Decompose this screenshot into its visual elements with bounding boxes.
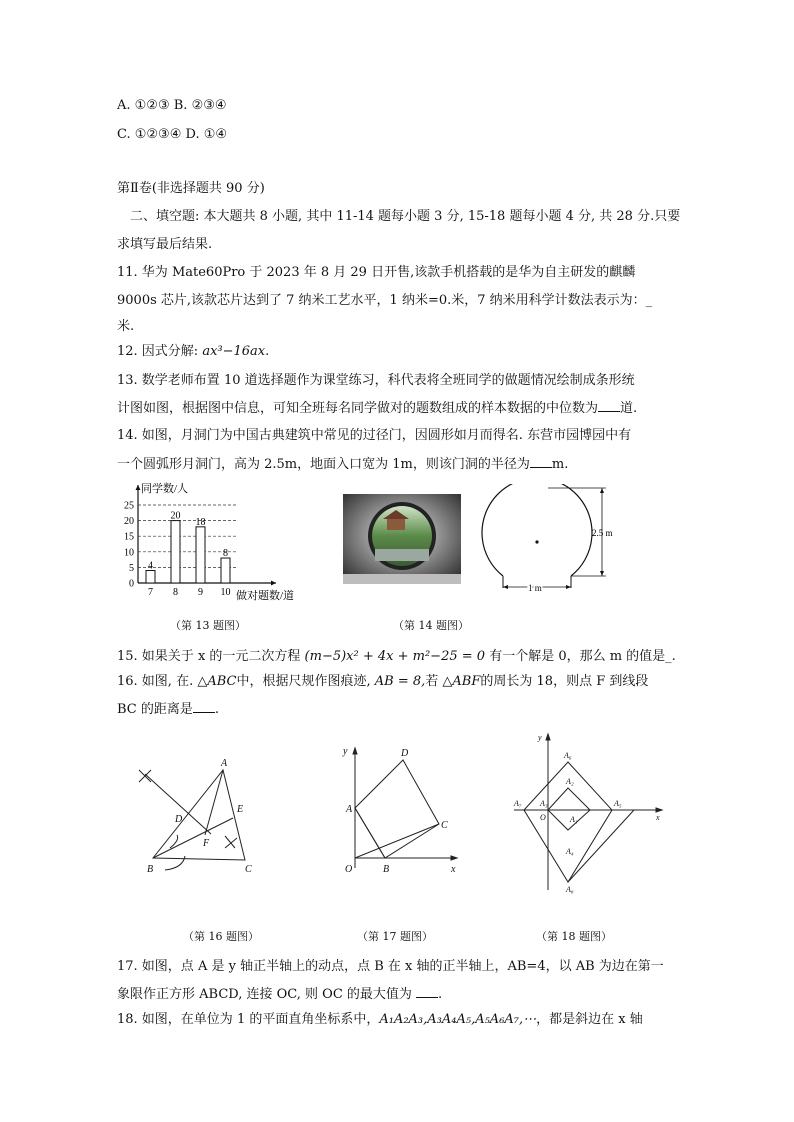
label-o: O (345, 864, 353, 875)
x-tick-label: 8 (173, 587, 178, 598)
q14-line-2 (117, 455, 568, 474)
bar (146, 571, 155, 583)
bar (221, 558, 230, 583)
q11-line-1: 11. 华为 Mate60Pro 于 2023 年 8 月 29 日开售,该款手机搭载的是华为自主研发的麒麟 (117, 265, 636, 280)
q12-line (117, 343, 269, 361)
x-tick-label: 9 (198, 587, 203, 598)
answer-blank (416, 985, 438, 998)
q18-text-c: ，都是斜边在 x 轴 (536, 1012, 643, 1027)
q17-line-1: 17. 如图，点 A 是 y 轴正半轴上的动点，点 B 在 x 轴的正半轴上，AB=4，以 AB 为边在第一 (117, 959, 664, 974)
label-d: D (175, 814, 183, 825)
q13-unit: 道. (620, 401, 638, 416)
label-b: B (383, 864, 390, 875)
q17-period: . (438, 987, 443, 1002)
label-a8: A₈ (566, 885, 574, 894)
x-tick-label: 7 (148, 587, 153, 598)
q14-unit: m. (551, 457, 569, 472)
label-b: B (147, 864, 154, 875)
caption-figure-13: （第 13 题图） (170, 619, 246, 632)
label-y: y (538, 733, 542, 742)
q16-triangle: ABC (207, 674, 237, 689)
q17-line-2 (117, 985, 442, 1004)
answer-blank (530, 455, 552, 468)
q14-line-1: 14. 如图，月洞门为中国古典建筑中常见的过径门，因圆形如月而得名. 东营市园博园中有 (117, 428, 632, 443)
bar-value-label: 20 (170, 510, 181, 522)
answer-blank (598, 399, 620, 412)
q16-line-1 (117, 673, 648, 691)
caption-figure-16: （第 16 题图） (183, 930, 259, 943)
y-axis-arrow (136, 485, 141, 490)
label-a5: A₅ (614, 799, 622, 808)
q16-period: . (214, 702, 220, 717)
x-tick-label: 10 (220, 587, 231, 598)
label-a6: A₆ (564, 751, 572, 760)
q14-text: 一个圆弧形月洞门，高为 2.5m，地面入口宽为 1m，则该门洞的半径为 (117, 457, 530, 472)
q16-text-2: BC 的距离是 (117, 702, 193, 717)
label-a3: A₃ (540, 799, 548, 808)
y-axis-title: 同学数/人 (141, 483, 189, 495)
label-x: x (451, 864, 456, 875)
q16-text-c: 中，根据尺规作图痕迹, (236, 674, 371, 689)
caption-figure-18: （第 18 题图） (536, 930, 612, 943)
q16-triangle-abf: ABF (452, 674, 481, 689)
y-tick-label: 20 (124, 516, 134, 528)
label-a1: A₁ (570, 815, 578, 824)
q12-suffix: . (265, 344, 270, 359)
q12-prefix: 12. 因式分解: (117, 344, 199, 359)
q17-text: 象限作正方形 ABCD, 连接 OC, 则 OC 的最大值为 (117, 987, 412, 1002)
q15-line (117, 648, 676, 666)
width-label: 1 m (528, 583, 542, 593)
q15-text-end: 有一个解是 0，那么 m 的值是_. (489, 649, 676, 664)
q13-text: 计图如图，根据图中信息，可知全班每名同学做对的题数组成的样本数据的中位数为 (117, 401, 599, 416)
x-axis-title: 做对题数/道 (236, 590, 295, 602)
y-tick-label: 15 (124, 531, 134, 543)
q16-ab: AB = 8, (374, 674, 426, 689)
q18-line-1 (117, 1011, 643, 1029)
label-a7: A₇ (514, 799, 522, 808)
bar (171, 521, 180, 583)
q15-equation: (m−5)x² + 4x + m²−25 = 0 (304, 649, 486, 664)
label-c: C (245, 864, 252, 875)
height-label: 2.5 m (592, 528, 613, 538)
bar (196, 527, 205, 583)
bar-value-label: 4 (148, 560, 153, 572)
section-title: 第Ⅱ卷(非选择题共 90 分) (117, 181, 265, 196)
y-tick-label: 5 (129, 562, 134, 574)
section-desc-1: 二、填空题: 本大题共 8 小题, 其中 11-14 题每小题 3 分, 15-18 题每小题 4 分, 共 28 分.只要 (130, 209, 681, 224)
q18-triangles: A₁A₂A₃,A₃A₄A₅,A₅A₆A₇,⋯ (379, 1012, 537, 1027)
q15-text: 15. 如果关于 x 的一元二次方程 (117, 649, 301, 664)
caption-figure-17: （第 17 题图） (357, 930, 433, 943)
label-a2: A₂ (566, 777, 574, 786)
label-a: A (346, 804, 353, 815)
label-d: D (401, 748, 409, 759)
label-o: O (540, 813, 546, 822)
label-f: F (203, 838, 210, 849)
y-tick-label: 0 (129, 578, 134, 590)
y-tick-label: 25 (124, 500, 134, 512)
label-e: E (237, 804, 244, 815)
label-a: A (221, 758, 228, 769)
q11-line-3: 米. (117, 319, 135, 334)
option-ab: A. ①②③ B. ②③④ (117, 98, 227, 113)
x-axis-arrow (271, 581, 276, 586)
figure-17-square (335, 740, 465, 880)
q16-text-e: 若 △ (425, 674, 453, 689)
label-a4: A₄ (566, 847, 574, 856)
label-x: x (656, 813, 660, 822)
answer-blank (193, 700, 215, 713)
q11-line-2: 9000s 芯片,该款芯片达到了 7 纳米工艺水平，1 纳米=0.米，7 纳米用科学计数法表示为：_ (117, 293, 653, 308)
label-y: y (343, 746, 348, 757)
moon-gate-diagram (478, 484, 628, 602)
figure-18-triangles (510, 730, 670, 895)
moon-gate-photo (343, 494, 461, 584)
section-desc-2: 求填写最后结果. (117, 237, 213, 252)
y-tick-label: 10 (124, 547, 134, 559)
q13-line-1: 13. 数学老师布置 10 道选择题作为课堂练习，科代表将全班同学的做题情况绘制成条形统 (117, 373, 635, 388)
bar-value-label: 8 (223, 548, 228, 560)
q16-text-g: 的周长为 18，则点 F 到线段 (480, 674, 649, 689)
bar-chart-figure-13 (118, 480, 308, 602)
q16-text-a: 16. 如图, 在. △ (117, 674, 208, 689)
label-c: C (441, 820, 448, 831)
option-cd: C. ①②③④ D. ①④ (117, 127, 228, 142)
figure-16-triangle (125, 740, 275, 890)
caption-figure-14: （第 14 题图） (393, 619, 469, 632)
bar-value-label: 18 (195, 516, 206, 528)
q16-line-2 (117, 700, 219, 719)
q18-text-a: 18. 如图，在单位为 1 的平面直角坐标系中， (117, 1012, 380, 1027)
q12-expression: ax³−16ax (202, 344, 266, 359)
q13-line-2 (117, 399, 637, 418)
